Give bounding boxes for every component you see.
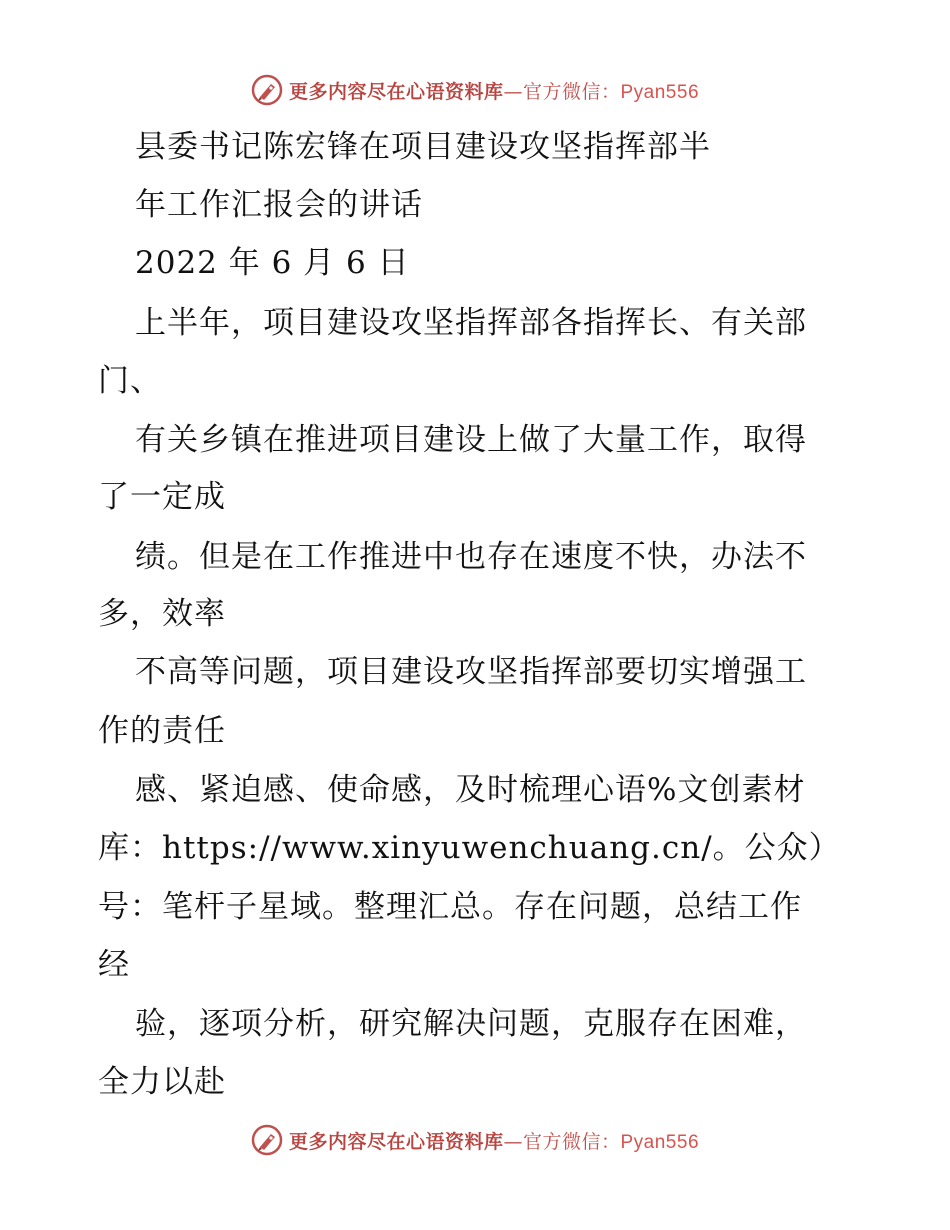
- paragraph-line: 有关乡镇在推进项目建设上做了大量工作，取得: [135, 422, 807, 458]
- banner-account: Pyan556: [620, 1131, 700, 1153]
- paragraph-line: 上半年，项目建设攻坚指挥部各指挥长、有关部: [135, 305, 807, 341]
- header-banner: [0, 70, 950, 110]
- paragraph-line: 感、紧迫感、使命感，及时梳理心语%文创素材: [135, 772, 806, 808]
- paragraph-line: 门、: [98, 363, 162, 399]
- paragraph-line: 多，效率: [98, 596, 226, 632]
- paragraph-line: 经: [98, 947, 130, 983]
- pen-nib-logo-icon: [251, 74, 283, 106]
- paragraph-line: 验，逐项分析，研究解决问题，克服存在困难，: [135, 1006, 807, 1042]
- banner-dash: —: [503, 80, 523, 103]
- paragraph-line: 全力以赴: [98, 1064, 226, 1100]
- banner-wechat-label: 官方微信：: [522, 80, 621, 103]
- paragraph-line: 了一定成: [98, 479, 226, 515]
- paragraph-line: 不高等问题，项目建设攻坚指挥部要切实增强工: [135, 654, 807, 690]
- banner-text: [289, 1127, 699, 1154]
- paragraph-line: 作的责任: [98, 713, 226, 749]
- document-title-line-2: 年工作汇报会的讲话: [135, 187, 423, 223]
- banner-text: [289, 77, 699, 104]
- paragraph-line: 库：https://www.xinyuwenchuang.cn/。公众）: [98, 830, 841, 866]
- banner-dash: —: [503, 1130, 523, 1153]
- banner-account: Pyan556: [620, 81, 700, 103]
- paragraph-line: 号：笔杆子星域。整理汇总。存在问题，总结工作: [98, 889, 802, 925]
- document-date: 2022 年 6 月 6 日: [135, 245, 410, 281]
- paragraph-line: 绩。但是在工作推进中也存在速度不快，办法不: [135, 539, 807, 575]
- document-title-line-1: 县委书记陈宏锋在项目建设攻坚指挥部半: [135, 129, 711, 165]
- banner-main-text: 更多内容尽在心语资料库: [288, 80, 504, 103]
- banner-main-text: 更多内容尽在心语资料库: [288, 1130, 504, 1153]
- banner-wechat-label: 官方微信：: [522, 1130, 621, 1153]
- footer-banner: [0, 1120, 950, 1160]
- pen-nib-logo-icon: [251, 1124, 283, 1156]
